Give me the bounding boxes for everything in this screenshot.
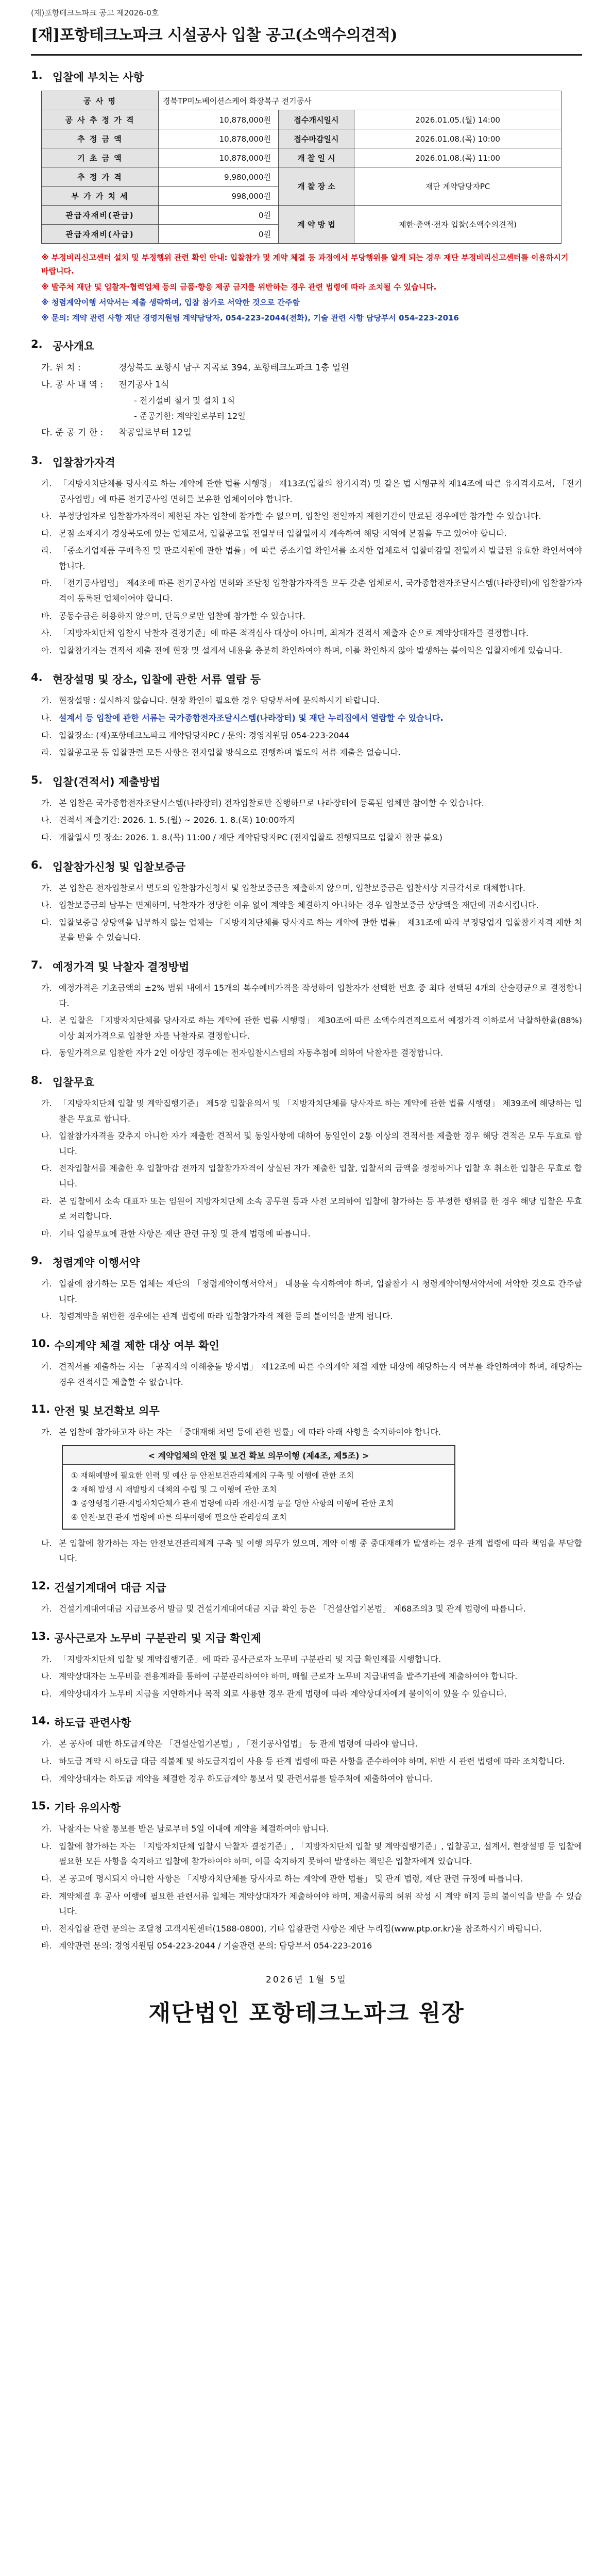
list-item — [41, 1013, 582, 1043]
item-marker: 라. — [41, 1196, 52, 1206]
section-10 — [31, 1337, 582, 1389]
item-marker: 가. — [41, 1654, 52, 1664]
table-value: 10,878,000원 — [159, 129, 279, 148]
item-list — [41, 1359, 582, 1389]
section-number: 4. — [31, 671, 43, 684]
project-name: 경북TP미노베이션스케어 화장복구 전기공사 — [159, 91, 561, 110]
item-list — [41, 1096, 582, 1241]
section-title: 공사근로자 노무비 구분관리 및 지급 확인제 — [54, 1632, 261, 1645]
section-heading — [31, 1403, 582, 1418]
section-2 — [31, 338, 582, 441]
item-text: 입찰에 참가하는 자는 「지방자치단체 입찰시 낙찰자 결정기준」, 「지방자치단체 입찰 및 계약집행기준」, 입찰공고, 설계서, 현장설명 등 입찰에 필요한 모든 사항을 숙지하고 입찰에 참가하여야 하며, 이를 숙지하지 못하여 발생하는 책임은 입찰자에게 있습니다. — [59, 1841, 582, 1867]
item-list — [41, 880, 582, 945]
section-heading — [31, 69, 582, 84]
section-6 — [31, 859, 582, 945]
item-value: 전기공사 1식 — [118, 379, 169, 390]
table-row — [42, 91, 561, 110]
item-text: 견적서를 제출하는 자는 「공직자의 이해충돌 방지법」 제12조에 따른 수의계약 체결 제한 대상에 해당하는지 여부를 확인하여야 하며, 해당하는 경우 견적서를 제출할 수 없습니다. — [59, 1362, 582, 1387]
section-title: 입찰무효 — [53, 1076, 95, 1089]
notice-date: 2026년 1월 5일 — [266, 1974, 347, 1985]
list-item — [41, 830, 582, 845]
table-value: 0원 — [159, 225, 279, 244]
table-label: 공 사 명 — [42, 91, 159, 110]
item-text: 부정당업자로 입찰참가자격이 제한된 자는 입찰에 참가할 수 없으며, 입찰일 전일까지 제한기간이 만료된 경우에만 참가할 수 있습니다. — [59, 511, 541, 521]
list-item — [41, 377, 582, 393]
list-item — [41, 880, 582, 896]
table-value: 10,878,000원 — [159, 110, 279, 129]
section-14 — [31, 1715, 582, 1786]
item-list — [41, 1425, 582, 1440]
section-number: 7. — [31, 958, 43, 971]
table-label: 접수마감일시 — [279, 129, 354, 148]
item-text: 계약체결 후 공사 이행에 필요한 관련서류 일체는 계약상대자가 제출하여야 하며, 제출서류의 허위 작성 시 계약 해지 등의 불이익을 받을 수 있습니다. — [59, 1891, 582, 1917]
item-marker: 마. — [41, 1228, 52, 1239]
item-marker: 가. — [41, 1362, 52, 1372]
item-marker: 바. — [41, 611, 52, 621]
list-item — [41, 1425, 582, 1440]
table-value: 제한·총액·전자 입찰(소액수의견적) — [354, 206, 561, 244]
item-marker: 나. — [41, 1671, 52, 1682]
table-value: 재단 계약담당자PC — [354, 167, 561, 206]
list-item — [41, 1226, 582, 1242]
section-title: 입찰에 부치는 사항 — [53, 71, 144, 83]
section-15 — [31, 1800, 582, 1954]
item-text: 입찰참가자는 견적서 제출 전에 현장 및 설계서 내용을 충분히 확인하여야 하며, 이를 확인하지 않아 발생하는 불이익은 입찰자에게 있습니다. — [59, 645, 563, 655]
table-label: 추 정 금 액 — [42, 129, 159, 148]
item-text: 현장설명 : 실시하지 않습니다. 현장 확인이 필요한 경우 담당부서에 문의하시기 바랍니다. — [59, 696, 380, 706]
item-text: 입찰공고문 등 입찰관련 모든 사항은 전자입찰 방식으로 진행하며 별도의 서류 제출은 없습니다. — [59, 748, 401, 758]
table-label: 개 찰 장 소 — [279, 167, 354, 206]
item-marker: 다. — [41, 1163, 52, 1174]
list-item — [41, 643, 582, 658]
section-heading — [31, 774, 582, 789]
item-text: 계약상대자는 노무비를 전용계좌를 통하여 구분관리하여야 하며, 매월 근로자 노무비 지급내역을 발주기관에 제출하여야 합니다. — [59, 1671, 518, 1682]
item-text: 계약관련 문의: 경영지원팀 054-223-2044 / 기술관련 문의: 담당부서 054-223-2016 — [59, 1941, 372, 1951]
table-label: 공 사 추 정 가 격 — [42, 110, 159, 129]
section-number: 11. — [31, 1403, 50, 1416]
item-text: 본 입찰은 전자입찰로서 별도의 입찰참가신청서 및 입찰보증금을 제출하지 않으며, 입찰보증금은 입찰서상 지급각서로 대체합니다. — [59, 883, 525, 893]
section-title: 기타 유의사항 — [54, 1802, 121, 1815]
section-5 — [31, 774, 582, 845]
item-marker: 가. — [41, 478, 52, 488]
section-heading — [31, 1580, 582, 1595]
item-marker: 다. — [41, 528, 52, 538]
item-list — [41, 1821, 582, 1954]
item-text: 건설기계대여대금 지급보증서 발급 및 건설기계대여대금 지급 확인 등은 「건설산업기본법」 제68조의3 및 관계 법령에 따릅니다. — [59, 1604, 526, 1614]
item-marker: 나. — [41, 900, 52, 910]
list-item — [41, 1276, 582, 1307]
table-label: 추 정 가 격 — [42, 167, 159, 187]
table-row — [42, 148, 561, 167]
item-marker: 나. — [41, 1841, 52, 1851]
section-13 — [31, 1630, 582, 1702]
item-marker: 다. — [41, 833, 52, 843]
title-divider — [31, 54, 582, 56]
item-text: 입찰장소: (재)포항테크노파크 계약담당자PC / 문의: 경영지원팀 054-223-2044 — [59, 730, 350, 740]
section-title: 현장설명 및 장소, 입찰에 관한 서류 열람 등 — [53, 673, 261, 686]
section-title: 청렴계약 이행서약 — [53, 1257, 140, 1269]
item-text: 본 입찰에 참가하는 자는 안전보건관리체계 구축 및 이행 의무가 있으며, 계약 이행 중 중대재해가 발생하는 경우 관계 법령에 따라 책임을 부담합니다. — [59, 1538, 582, 1564]
item-text: 전자입찰서를 제출한 후 입찰마감 전까지 입찰참가자격이 상실된 자가 제출한 입찰, 입찰서의 금액을 정정하거나 입찰 후 취소한 입찰은 무효로 합니다. — [59, 1163, 582, 1189]
table-row — [42, 206, 561, 225]
list-item — [41, 710, 582, 726]
item-marker: 나. — [41, 511, 52, 521]
table-value: 0원 — [159, 206, 279, 225]
list-item — [41, 608, 582, 624]
note-line: ※ 발주처 재단 및 입찰자·협력업체 등의 금품·향응 제공 금지를 위반하는 경우 관련 법령에 따라 조치될 수 있습니다. — [41, 282, 437, 292]
item-marker: 다. — [41, 1048, 52, 1058]
list-item — [41, 1194, 582, 1224]
item-marker: 마. — [41, 578, 52, 588]
item-text: 본점 소재지가 경상북도에 있는 업체로서, 입찰공고일 전일부터 입찰일까지 계속하여 해당 지역에 본점을 두고 있어야 합니다. — [59, 528, 507, 538]
item-text: 「지방자치단체를 당사자로 하는 계약에 관한 법률 시행령」 제13조(입찰의 참가자격) 및 같은 법 시행규칙 제14조에 따른 유자격자로서, 「전기공사업법」에 따른 전기공사업 면허를 보유한 업체이어야 합니다. — [59, 478, 582, 504]
section-number: 3. — [31, 454, 43, 467]
section-11 — [31, 1403, 582, 1566]
list-item — [41, 1536, 582, 1566]
item-text: 견적서 제출기간: 2026. 1. 5.(월) ~ 2026. 1. 8.(목) 10:00까지 — [59, 815, 295, 825]
item-marker: 라. — [41, 1891, 52, 1901]
item-text: 개찰일시 및 장소: 2026. 1. 8.(목) 11:00 / 재단 계약담당자PC (전자입찰로 진행되므로 입찰자 참관 불요) — [59, 833, 442, 843]
item-marker: 가. — [41, 696, 52, 706]
section-8 — [31, 1074, 582, 1241]
table-row — [42, 110, 561, 129]
section-3 — [31, 454, 582, 658]
table-label: 계 약 방 법 — [279, 206, 354, 244]
item-list — [41, 795, 582, 845]
item-text: 「중소기업제품 구매촉진 및 판로지원에 관한 법률」에 따른 중소기업 확인서를 소지한 업체로서 입찰마감일 전일까지 발급된 유효한 확인서여야 합니다. — [59, 546, 582, 571]
item-key: 가. 위 치 : — [41, 363, 81, 374]
project-overview — [41, 360, 582, 441]
item-text: 입찰보증금 상당액을 납부하지 않는 업체는 「지방자치단체를 당사자로 하는 계약에 관한 법률」 제31조에 따라 부정당업자 입찰참가자격 제한 처분을 받을 수 있습니다. — [59, 917, 582, 943]
list-item — [41, 693, 582, 708]
section-heading — [31, 1800, 582, 1815]
item-text: 「지방자치단체 입찰 및 계약집행기준」에 따라 공사근로자 노무비 구분관리 및 지급 확인제를 시행합니다. — [59, 1654, 441, 1664]
item-marker: 나. — [41, 815, 52, 825]
table-label: 관급자재비(사급) — [42, 225, 159, 244]
section-4 — [31, 671, 582, 760]
section-number: 2. — [31, 338, 43, 351]
section-number: 13. — [31, 1630, 50, 1642]
item-text: 본 입찰은 「지방자치단체를 당사자로 하는 계약에 관한 법률 시행령」 제30조에 따른 소액수의견적으로서 예정가격 이하로서 낙찰하한율(88%) 이상 최저가격으로 입찰한 자를 낙찰자로 결정합니다. — [59, 1015, 582, 1041]
item-marker: 나. — [41, 1756, 52, 1767]
item-marker: 나. — [41, 1131, 52, 1141]
item-text: 본 입찰은 국가종합전자조달시스템(나라장터) 전자입찰로만 집행하므로 나라장터에 등록된 업체만 참여할 수 있습니다. — [59, 798, 484, 808]
item-text: 공동수급은 허용하지 않으며, 단독으로만 입찰에 참가할 수 있습니다. — [59, 611, 305, 621]
note-line: ※ 문의: 계약 관련 사항 재단 경영지원팀 계약담당자, 054-223-2044(전화), 기술 관련 사항 담당부서 054-223-2016 — [41, 313, 459, 323]
safety-callout-box — [62, 1445, 455, 1530]
list-item — [41, 1771, 582, 1787]
section-number: 15. — [31, 1800, 50, 1812]
table-value: 998,000원 — [159, 187, 279, 206]
list-item — [41, 915, 582, 945]
item-marker: 다. — [41, 917, 52, 927]
item-marker: 나. — [41, 1015, 52, 1026]
list-item — [41, 897, 582, 913]
item-marker: 다. — [41, 1688, 52, 1699]
list-item — [41, 1309, 582, 1324]
section-number: 12. — [31, 1580, 50, 1592]
item-marker: 라. — [41, 546, 52, 556]
list-item — [41, 1821, 582, 1837]
item-marker: 가. — [41, 1279, 52, 1289]
table-value: 2026.01.08.(목) 11:00 — [354, 148, 561, 167]
item-list — [41, 1601, 582, 1617]
item-text: 계약상대자가 노무비 지급을 지연하거나 목적 외로 사용한 경우 관계 법령에 따라 계약상대자에게 불이익이 있을 수 있습니다. — [59, 1688, 507, 1699]
callout-body — [63, 1465, 454, 1529]
item-marker: 나. — [41, 1538, 52, 1548]
section-title: 입찰참가자격 — [53, 456, 115, 469]
section-heading — [31, 338, 582, 353]
list-item — [41, 812, 582, 828]
list-item — [41, 1652, 582, 1667]
callout-line: ③ 중앙행정기관·지방자치단체가 관계 법령에 따라 개선·시정 등을 명한 사항의 이행에 관한 조치 — [71, 1498, 394, 1508]
list-item — [41, 526, 582, 541]
list-item — [41, 1359, 582, 1389]
section-heading — [31, 859, 582, 874]
callout-title: < 계약업체의 안전 및 보건 확보 의무이행 (제4조, 제5조) > — [63, 1446, 454, 1465]
item-marker: 가. — [41, 1824, 52, 1834]
list-item — [41, 1161, 582, 1191]
list-item — [41, 575, 582, 606]
publication-number: (재)포항테크노파크 공고 제2026-0호 — [31, 8, 159, 18]
item-marker: 가. — [41, 1098, 52, 1108]
section-12 — [31, 1580, 582, 1617]
list-item — [41, 1754, 582, 1769]
item-marker: 나. — [41, 713, 52, 723]
list-item — [41, 543, 582, 573]
table-label: 관급자재비(관급) — [42, 206, 159, 225]
table-row — [42, 129, 561, 148]
list-item — [41, 509, 582, 524]
list-item — [41, 1889, 582, 1919]
table-value: 2026.01.08.(목) 10:00 — [354, 129, 561, 148]
item-marker: 나. — [41, 1311, 52, 1321]
section-number: 1. — [31, 69, 43, 81]
section-heading — [31, 1337, 582, 1353]
section-number: 8. — [31, 1074, 43, 1087]
item-text: 설계서 등 입찰에 관한 서류는 국가종합전자조달시스템(나라장터) 및 재단 누리집에서 열람할 수 있습니다. — [59, 713, 444, 723]
list-item — [41, 1096, 582, 1126]
list-item — [41, 1686, 582, 1702]
section-number: 14. — [31, 1715, 50, 1727]
item-text: 본 공고에 명시되지 아니한 사항은 「지방자치단체를 당사자로 하는 계약에 관한 법률」 및 관계 법령, 재단 관련 규정에 따릅니다. — [59, 1873, 523, 1884]
section-number: 6. — [31, 858, 43, 871]
document-title: [재]포항테크노파크 시설공사 입찰 공고(소액수의견적) — [31, 26, 398, 44]
item-marker: 다. — [41, 730, 52, 740]
item-marker: 가. — [41, 1427, 52, 1437]
list-item — [41, 795, 582, 811]
item-marker: 다. — [41, 1773, 52, 1784]
callout-line: ① 재해예방에 필요한 인력 및 예산 등 안전보건관리체계의 구축 및 이행에 관한 조치 — [71, 1470, 354, 1480]
item-text: 동일가격으로 입찰한 자가 2인 이상인 경우에는 전자입찰시스템의 자동추첨에 의하여 낙찰자를 결정합니다. — [59, 1048, 444, 1058]
item-marker: 가. — [41, 982, 52, 993]
item-text: 기타 입찰무효에 관한 사항은 재단 관련 규정 및 관계 법령에 따릅니다. — [59, 1228, 311, 1239]
item-text: 낙찰자는 낙찰 통보를 받은 날로부터 5일 이내에 계약을 체결하여야 합니다. — [59, 1824, 329, 1834]
item-text: 「지방자치단체 입찰 및 계약집행기준」 제5장 입찰유의서 및 「지방자치단체를 당사자로 하는 계약에 관한 법률 시행령」 제39조에 해당하는 입찰은 무효로 합니다. — [59, 1098, 582, 1124]
item-marker: 사. — [41, 628, 52, 638]
table-label: 개 찰 일 시 — [279, 148, 354, 167]
note-line: ※ 부정비리신고센터 설치 및 부정행위 관련 확인 안내: 입찰참가 및 계약 체결 등 과정에서 부당행위를 알게 되는 경우 재단 부정비리신고센터를 이용하시기 바랍니다. — [41, 253, 569, 276]
item-marker: 마. — [41, 1923, 52, 1934]
list-item — [41, 1128, 582, 1159]
callout-line: ④ 안전·보건 관계 법령에 따른 의무이행에 필요한 관리상의 조치 — [71, 1512, 287, 1522]
list-item — [41, 425, 582, 441]
item-text: 전자입찰 관련 문의는 조달청 고객지원센터(1588-0800), 기타 입찰관련 사항은 재단 누리집(www.ptp.or.kr)을 참조하시기 바랍니다. — [59, 1923, 542, 1934]
item-marker: 가. — [41, 1604, 52, 1614]
item-text: 예정가격은 기초금액의 ±2% 범위 내에서 15개의 복수예비가격을 작성하여 입찰자가 선택한 번호 중 최다 선택된 4개의 산술평균으로 결정합니다. — [59, 982, 582, 1008]
list-item — [41, 1938, 582, 1954]
item-text: 본 입찰에 참가하고자 하는 자는 「중대재해 처벌 등에 관한 법률」에 따라 아래 사항을 숙지하여야 합니다. — [59, 1427, 441, 1437]
item-marker: 가. — [41, 798, 52, 808]
item-text: 본 공사에 대한 하도급계약은 「건설산업기본법」, 「전기공사업법」 등 관계 법령에 따라야 합니다. — [59, 1739, 418, 1749]
table-label: 부 가 가 치 세 — [42, 187, 159, 206]
section-1 — [31, 69, 582, 325]
list-item — [41, 1871, 582, 1887]
item-list — [41, 1276, 582, 1324]
list-item — [41, 745, 582, 760]
section-heading — [31, 1715, 582, 1730]
section-number: 5. — [31, 773, 43, 786]
list-item — [41, 1045, 582, 1061]
list-item — [41, 728, 582, 743]
list-item — [41, 1601, 582, 1617]
list-item — [41, 980, 582, 1011]
item-key: 다. 준 공 기 한 : — [41, 427, 104, 438]
section-heading — [31, 959, 582, 974]
item-text: 「전기공사업법」 제4조에 따른 전기공사업 면허와 조달청 입찰참가자격을 모두 갖춘 업체로서, 국가종합전자조달시스템(나라장터)에 입찰참가자격이 등록된 업체이어야 합니다. — [59, 578, 582, 604]
bid-info-table — [41, 91, 561, 244]
table-value: 2026.01.05.(월) 14:00 — [354, 110, 561, 129]
sub-item: - 전기설비 철거 및 설치 1식 — [134, 395, 235, 405]
item-marker: 다. — [41, 1873, 52, 1884]
item-text: 하도급 계약 시 하도급 대금 직불제 및 하도급지킴이 사용 등 관계 법령에 따른 사항을 준수하여야 하며, 위반 시 관련 법령에 따라 조치합니다. — [59, 1756, 565, 1767]
item-text: 입찰참가자격을 갖추지 아니한 자가 제출한 견적서 및 동일사항에 대하여 동일인이 2통 이상의 견적서를 제출한 경우 해당 견적은 모두 무효로 합니다. — [59, 1131, 582, 1156]
issuing-organization: 재단법인 포항테크노파크 원장 — [148, 1999, 465, 2026]
section-number: 10. — [31, 1337, 50, 1350]
item-text: 계약상대자는 하도급 계약을 체결한 경우 하도급계약 통보서 및 관련서류를 발주처에 제출하여야 합니다. — [59, 1773, 433, 1784]
section-title: 수의계약 체결 제한 대상 여부 확인 — [54, 1340, 219, 1352]
item-text: 「지방자치단체 입찰시 낙찰자 결정기준」에 따른 적격심사 대상이 아니며, 최저가 견적서 제출자 순으로 계약상대자를 결정합니다. — [59, 628, 529, 638]
callout-line: ② 재해 발생 시 재발방지 대책의 수립 및 그 이행에 관한 조치 — [71, 1484, 277, 1494]
section-title: 입찰참가신청 및 입찰보증금 — [53, 860, 186, 873]
section-heading — [31, 454, 582, 470]
section-title: 예정가격 및 낙찰자 결정방법 — [53, 960, 190, 973]
sub-item: - 준공기한: 계약일로부터 12일 — [134, 411, 246, 421]
table-label: 접수개시일시 — [279, 110, 354, 129]
section-title: 하도급 관련사항 — [54, 1717, 131, 1730]
list-item — [41, 1839, 582, 1869]
item-list — [41, 1736, 582, 1786]
list-item — [41, 476, 582, 506]
table-label: 기 초 금 액 — [42, 148, 159, 167]
item-marker: 라. — [41, 748, 52, 758]
item-list — [41, 476, 582, 658]
section-title: 안전 및 보건확보 의무 — [54, 1405, 160, 1418]
notes-block — [41, 251, 572, 325]
item-marker: 아. — [41, 645, 52, 655]
section-title: 건설기계대여 대금 지급 — [54, 1582, 166, 1595]
section-heading — [31, 1630, 582, 1646]
item-text: 청렴계약을 위반한 경우에는 관계 법령에 따라 입찰참가자격 제한 등의 불이익을 받게 됩니다. — [59, 1311, 393, 1321]
table-row — [42, 167, 561, 187]
section-heading — [31, 1074, 582, 1090]
section-number: 9. — [31, 1255, 43, 1267]
section-heading — [31, 1255, 582, 1270]
list-item — [41, 1669, 582, 1684]
list-item — [41, 1736, 582, 1752]
item-marker: 가. — [41, 883, 52, 893]
item-marker: 바. — [41, 1941, 52, 1951]
item-text: 본 입찰에서 소속 대표자 또는 임원이 지방자치단체 소속 공무원 등과 사전 모의하여 입찰에 참가하는 등 부정한 행위를 한 경우 해당 입찰은 무효로 처리합니다. — [59, 1196, 582, 1222]
list-item — [41, 360, 582, 376]
item-list — [41, 980, 582, 1061]
item-text: 입찰보증금의 납부는 면제하며, 낙찰자가 정당한 이유 없이 계약을 체결하지 아니하는 경우 입찰보증금 상당액을 재단에 귀속시킵니다. — [59, 900, 539, 910]
item-key: 나. 공 사 내 역 : — [41, 379, 104, 390]
section-7 — [31, 959, 582, 1061]
table-value: 10,878,000원 — [159, 148, 279, 167]
item-list — [41, 1536, 582, 1566]
item-list — [41, 693, 582, 760]
list-item — [41, 625, 582, 641]
item-marker: 가. — [41, 1739, 52, 1749]
table-value: 9,980,000원 — [159, 167, 279, 187]
section-title: 공사개요 — [53, 340, 95, 353]
section-title: 입찰(견적서) 제출방법 — [53, 775, 161, 788]
item-value: 착공일로부터 12일 — [118, 427, 192, 438]
section-9 — [31, 1255, 582, 1324]
item-value: 경상북도 포항시 남구 지곡로 394, 포항테크노파크 1층 일원 — [118, 363, 349, 374]
section-heading — [31, 671, 582, 687]
list-item — [41, 1921, 582, 1937]
item-text: 입찰에 참가하는 모든 업체는 재단의 「청렴계약이행서약서」 내용을 숙지하여야 하며, 입찰참가 시 청렴계약이행서약서에 서약한 것으로 간주합니다. — [59, 1279, 582, 1304]
item-list — [41, 1652, 582, 1702]
note-line: ※ 청렴계약이행 서약서는 제출 생략하며, 입찰 참가로 서약한 것으로 간주함 — [41, 297, 300, 307]
